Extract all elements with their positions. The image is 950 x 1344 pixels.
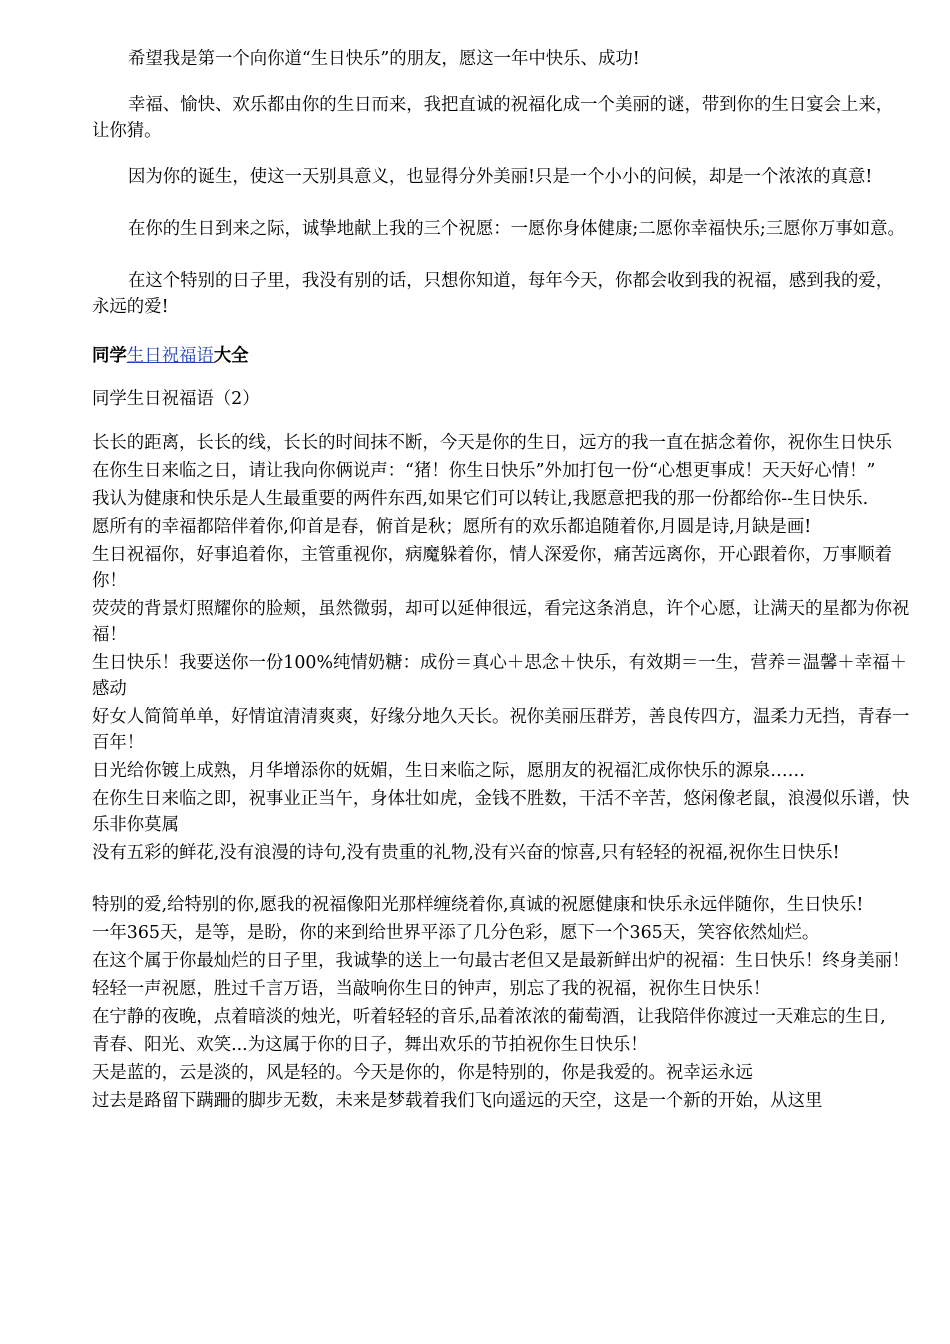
intro-paragraph-1: 希望我是第一个向你道“生日快乐”的朋友，愿这一年中快乐、成功!	[128, 49, 640, 69]
wish-line: 一年365天，是等，是盼，你的来到给世界平添了几分色彩，愿下一个365天，笑容依然灿烂。	[92, 923, 820, 943]
wish-line: 我认为健康和快乐是人生最重要的两件东西,如果它们可以转让,我愿意把我的那一份都给你--生日快乐.	[92, 489, 869, 509]
wish-line: 没有五彩的鲜花,没有浪漫的诗句,没有贵重的礼物,没有兴奋的惊喜,只有轻轻的祝福,祝你生日快乐!	[92, 843, 840, 863]
wish-line: 愿所有的幸福都陪伴着你,仰首是春，俯首是秋；愿所有的欢乐都追随着你,月圆是诗,月缺是画!	[92, 517, 812, 537]
document-page	[92, 46, 910, 1116]
wish-line: 在宁静的夜晚，点着暗淡的烛光，听着轻轻的音乐,品着浓浓的葡萄酒，让我陪伴你渡过一天难忘的生日,	[92, 1007, 886, 1027]
intro-paragraph-5: 在这个特别的日子里，我没有别的话，只想你知道，每年今天，你都会收到我的祝福，感到我的爱，永远的爱!	[92, 271, 894, 317]
wish-line: 好女人简简单单，好情谊清清爽爽，好缘分地久天长。祝你美丽压群芳，善良传四方，温柔力无挡，青春一百年！	[92, 707, 910, 753]
wish-line: 生日快乐！我要送你一份100%纯情奶糖：成份＝真心＋思念＋快乐，有效期＝一生，营养＝温馨＋幸福＋感动	[92, 653, 907, 699]
intro-paragraph-2: 幸福、愉快、欢乐都由你的生日而来，我把直诚的祝福化成一个美丽的谜，带到你的生日宴会上来，让你猜。	[92, 95, 894, 141]
wish-line: 生日祝福你，好事追着你，主管重视你，病魔躲着你，情人深爱你，痛苦远离你，开心跟着你，万事顺着你！	[92, 545, 892, 591]
wish-line: 长长的距离，长长的线，长长的时间抹不断，今天是你的生日，远方的我一直在掂念着你，祝你生日快乐	[92, 433, 892, 453]
wish-line: 在你生日来临之即，祝事业正当午，身体壮如虎，金钱不胜数，干活不辛苦，悠闲像老鼠，浪漫似乐谱，快乐非你莫属	[92, 789, 910, 835]
intro-paragraph-3: 因为你的诞生，使这一天别具意义，也显得分外美丽!只是一个小小的问候，却是一个浓浓的真意!	[128, 167, 873, 187]
section-heading-link[interactable]: 生日祝福语	[126, 346, 214, 366]
wish-line: 轻轻一声祝愿，胜过千言万语，当敲响你生日的钟声，别忘了我的祝福，祝你生日快乐！	[92, 979, 771, 999]
wish-line: 过去是路留下蹒跚的脚步无数，未来是梦载着我们飞向遥远的天空，这是一个新的开始，从这里	[92, 1091, 823, 1111]
section-heading-suffix: 大全	[213, 346, 249, 366]
wish-line: 荧荧的背景灯照耀你的脸颊，虽然微弱，却可以延伸很远，看完这条消息，许个心愿，让满天的星都为你祝福！	[92, 599, 910, 645]
wish-line: 日光给你镀上成熟，月华增添你的妩媚，生日来临之际，愿朋友的祝福汇成你快乐的源泉……	[92, 761, 806, 781]
wish-line: 青春、阳光、欢笑...为这属于你的日子，舞出欢乐的节拍祝你生日快乐！	[92, 1035, 648, 1055]
wish-line: 天是蓝的，云是淡的，风是轻的。今天是你的，你是特别的，你是我爱的。祝幸运永远	[92, 1063, 753, 1083]
intro-paragraph-4: 在你的生日到来之际，诚挚地献上我的三个祝愿：一愿你身体健康;二愿你幸福快乐;三愿你万事如意。	[128, 219, 905, 239]
section-subheading: 同学生日祝福语（2）	[92, 389, 260, 409]
section-heading	[92, 343, 910, 369]
section-heading-prefix: 同学	[92, 346, 127, 366]
wish-line: 在这个属于你最灿烂的日子里，我诚挚的送上一句最古老但又是最新鲜出炉的祝福：生日快乐！终身美丽！	[92, 951, 910, 971]
wish-line: 特别的爱,给特别的你,愿我的祝福像阳光那样缠绕着你,真诚的祝愿健康和快乐永远伴随你，生日快乐!	[92, 895, 864, 915]
wish-line: 在你生日来临之日，请让我向你俩说声：“猪！你生日快乐”外加打包一份“心想更事成！天天好心情！”	[92, 461, 876, 481]
wish-list	[92, 430, 910, 1116]
